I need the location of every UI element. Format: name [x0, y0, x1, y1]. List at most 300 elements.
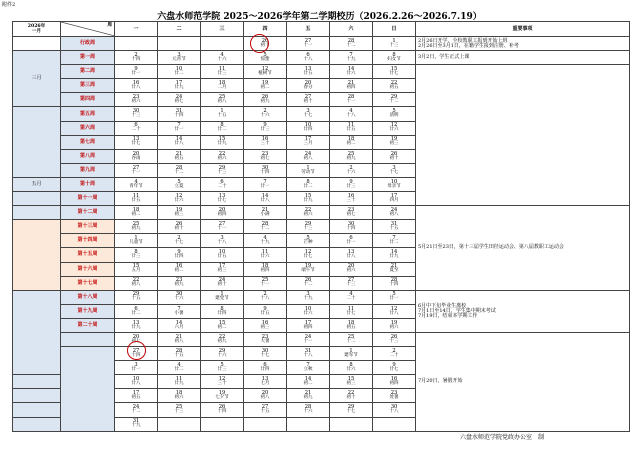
week-label-cell: 第十六周: [61, 262, 115, 276]
lunar-date: 初二: [174, 268, 184, 274]
lunar-date: 初十: [389, 155, 399, 161]
day-number: 5: [392, 108, 396, 115]
day-cell: [115, 206, 158, 220]
week-header-label: 周: [107, 23, 112, 28]
attachment-tag: 附件2: [2, 2, 16, 8]
day-cell: [244, 248, 287, 262]
day-number: 5: [263, 51, 267, 58]
day-cell: [330, 121, 373, 135]
lunar-date: 廿六: [174, 197, 184, 203]
day-cell: [244, 375, 287, 389]
day-number: 31: [132, 418, 140, 425]
day-cell: [330, 290, 373, 304]
day-cell: [287, 318, 330, 332]
lunar-date: 十四: [131, 56, 141, 62]
day-cell: [287, 290, 330, 304]
day-cell: [244, 234, 287, 248]
lunar-date: 初六: [217, 155, 227, 161]
day-cell: [330, 37, 373, 51]
week-label-cell: 第一周: [61, 51, 115, 65]
lunar-date: 廿一: [174, 127, 184, 133]
week-label-cell: 第四周: [61, 93, 115, 107]
day-cell: [330, 149, 373, 163]
important-note: 7月20日，暑假开始: [416, 332, 630, 431]
day-cell: [373, 163, 416, 177]
lunar-date: 妇女节: [387, 56, 401, 62]
day-number: 15: [218, 319, 226, 326]
day-cell: [373, 79, 416, 93]
year-label: 2026年: [27, 24, 46, 29]
day-cell: [373, 135, 416, 149]
lunar-date: 初四: [303, 324, 313, 330]
lunar-date: 廿七: [131, 141, 141, 147]
day-cell: [158, 417, 201, 431]
month-cell: [13, 375, 61, 389]
day-number: 11: [347, 122, 355, 129]
day-number: 5: [392, 291, 396, 298]
day-number: 29: [304, 221, 312, 228]
day-number: 9: [263, 122, 267, 129]
day-cell: [373, 248, 416, 262]
lunar-date: 廿九: [131, 324, 141, 330]
day-cell: [330, 135, 373, 149]
day-cell: [330, 375, 373, 389]
day-number: 8: [134, 249, 138, 256]
lunar-date: 初四: [389, 381, 399, 387]
day-number: 4: [177, 361, 181, 368]
day-number: 3: [177, 51, 181, 58]
day-number: 7: [177, 305, 181, 312]
day-cell: [287, 262, 330, 276]
day-cell: [330, 51, 373, 65]
day-number: 19: [218, 390, 226, 397]
day-cell: [287, 93, 330, 107]
day-number: 21: [175, 333, 183, 340]
day-cell: [201, 304, 244, 318]
lunar-date: 十七: [346, 409, 356, 415]
day-cell: [201, 417, 244, 431]
day-number: 4: [349, 291, 353, 298]
day-number: 27: [132, 164, 140, 171]
header-row: [13, 22, 630, 37]
day-cell: [244, 51, 287, 65]
month-cell: [13, 389, 61, 403]
day-cell: [330, 389, 373, 403]
lunar-date: 十一: [217, 226, 227, 232]
lunar-date: 廿七: [389, 70, 399, 76]
lunar-date: 廿三: [346, 183, 356, 189]
day-cell: [330, 304, 373, 318]
day-number: 17: [132, 390, 140, 397]
day-number: 28: [261, 221, 269, 228]
day-number: 1: [349, 347, 353, 354]
day-cell: [201, 93, 244, 107]
day-number: 20: [132, 333, 140, 340]
day-cell: [115, 417, 158, 431]
day-cell: [373, 149, 416, 163]
lunar-date: 十八: [260, 296, 270, 302]
day-number: 28: [175, 164, 183, 171]
lunar-date: 十三: [389, 42, 399, 48]
day-number: 13: [304, 65, 312, 72]
day-number: 16: [261, 136, 269, 143]
lunar-date: 十九: [346, 56, 356, 62]
day-number: 27: [132, 347, 140, 354]
day-number: 14: [261, 192, 269, 199]
day-cell: [115, 318, 158, 332]
lunar-date: 初二: [260, 85, 270, 91]
day-cell: [158, 248, 201, 262]
day-number: 7: [306, 361, 310, 368]
lunar-date: 十四: [389, 282, 399, 288]
day-cell: [287, 389, 330, 403]
day-cell: [158, 135, 201, 149]
day-number: 30: [175, 291, 183, 298]
day-cell: [244, 65, 287, 79]
week-label-cell: 第六周: [61, 121, 115, 135]
year-month-cell: [13, 22, 61, 37]
lunar-date: 三十: [260, 141, 270, 147]
lunar-date: 清明: [389, 113, 399, 119]
lunar-date: 二十: [217, 183, 227, 189]
day-number: 22: [304, 206, 312, 213]
day-cell: [158, 220, 201, 234]
week-label-cell: 第十五周: [61, 248, 115, 262]
lunar-date: 初八: [389, 211, 399, 217]
day-cell: [158, 304, 201, 318]
lunar-date: 廿七: [303, 254, 313, 260]
day-cell: [158, 234, 201, 248]
week-row: [13, 65, 630, 79]
day-cell: [330, 220, 373, 234]
lunar-date: 二十: [131, 127, 141, 133]
lunar-date: 十七: [303, 113, 313, 119]
day-cell: [244, 361, 287, 375]
day-cell: [158, 177, 201, 191]
day-cell: [244, 290, 287, 304]
day-cell: [287, 107, 330, 121]
day-number: 12: [304, 249, 312, 256]
lunar-date: 初二: [346, 141, 356, 147]
day-number: 27: [304, 37, 312, 44]
day-number: 28: [347, 37, 355, 44]
lunar-date: 初七: [131, 338, 141, 344]
day-number: 10: [132, 376, 140, 383]
day-number: 2: [263, 291, 267, 298]
lunar-date: 廿六: [346, 366, 356, 372]
lunar-date: 十二: [346, 338, 356, 344]
important-note: 5月21日至23日，第十三届学生田径运动会、第八届教职工运动会: [416, 206, 630, 291]
day-cell: [158, 403, 201, 417]
month-cell: [13, 220, 61, 290]
weekday-header: 四: [244, 22, 287, 37]
day-cell: [287, 149, 330, 163]
day-cell: [373, 290, 416, 304]
lunar-date: 惊蛰: [260, 56, 270, 62]
day-number: 21: [390, 263, 398, 270]
lunar-date: 五月: [131, 268, 141, 274]
lunar-date: 初七: [260, 155, 270, 161]
month-cell: [13, 403, 61, 417]
day-cell: [115, 177, 158, 191]
day-number: 13: [261, 376, 269, 383]
day-cell: [115, 51, 158, 65]
lunar-date: 廿七: [346, 310, 356, 316]
weekday-header: 三: [201, 22, 244, 37]
day-cell: [201, 135, 244, 149]
day-number: 17: [218, 263, 226, 270]
lunar-date: 初五: [174, 155, 184, 161]
lunar-date: 十三: [217, 169, 227, 175]
day-cell: [158, 37, 201, 51]
lunar-date: 廿一: [346, 240, 356, 246]
day-number: 19: [390, 136, 398, 143]
day-cell: [287, 121, 330, 135]
day-cell: [158, 163, 201, 177]
lunar-date: 初七: [346, 211, 356, 217]
day-number: 24: [390, 206, 398, 213]
lunar-date: 十一: [303, 338, 313, 344]
day-number: 16: [175, 263, 183, 270]
lunar-date: 夏至: [389, 268, 399, 274]
lunar-date: 儿童节: [129, 240, 143, 246]
day-number: 21: [261, 206, 269, 213]
day-number: 25: [261, 277, 269, 284]
day-number: 29: [390, 94, 398, 101]
day-number: 8: [220, 305, 224, 312]
day-number: 26: [304, 277, 312, 284]
day-number: 1: [392, 37, 396, 44]
day-cell: [330, 403, 373, 417]
lunar-date: 廿九: [217, 141, 227, 147]
lunar-date: 廿八: [174, 141, 184, 147]
day-number: 19: [261, 80, 269, 87]
lunar-date: 初三: [346, 381, 356, 387]
week-label-cell: 第十七周: [61, 276, 115, 290]
day-cell: [201, 121, 244, 135]
month-cell: 三月: [13, 51, 61, 107]
day-number: 5: [177, 178, 181, 185]
day-number: 24: [175, 94, 183, 101]
lunar-date: 初五: [346, 324, 356, 330]
week-label-cell: 第二周: [61, 65, 115, 79]
day-number: 12: [261, 65, 269, 72]
day-number: 15: [390, 65, 398, 72]
lunar-date: 劳动节: [301, 169, 315, 175]
lunar-date: 廿九: [174, 381, 184, 387]
month-cell: [13, 417, 61, 431]
day-number: 30: [132, 108, 140, 115]
lunar-date: 母亲节: [387, 183, 401, 189]
day-cell: [158, 262, 201, 276]
day-cell: [201, 177, 244, 191]
day-number: 9: [177, 249, 181, 256]
day-cell: [373, 177, 416, 191]
day-cell: [244, 262, 287, 276]
lunar-date: 初六: [346, 268, 356, 274]
important-note: 6月中下旬毕业生离校 7月1日至14日，学生集中期末考试 7月19日，结束本学期工作: [416, 290, 630, 332]
lunar-date: 廿二: [174, 366, 184, 372]
day-cell: [244, 192, 287, 206]
day-number: 20: [218, 206, 226, 213]
day-number: 22: [132, 277, 140, 284]
day-cell: [287, 177, 330, 191]
day-number: 1: [134, 235, 138, 242]
lunar-date: 十四: [217, 409, 227, 415]
lunar-date: 初九: [131, 226, 141, 232]
day-cell: [373, 65, 416, 79]
month-cell: [13, 290, 61, 375]
day-number: 7: [392, 235, 396, 242]
day-number: 20: [261, 390, 269, 397]
day-cell: [373, 206, 416, 220]
week-label-cell: 第九周: [61, 163, 115, 177]
day-cell: [287, 332, 330, 346]
day-cell: [201, 206, 244, 220]
day-number: 5: [220, 361, 224, 368]
day-number: 18: [175, 390, 183, 397]
lunar-date: 廿八: [260, 197, 270, 203]
day-number: 3: [306, 108, 310, 115]
day-number: 10: [390, 178, 398, 185]
day-cell: [201, 290, 244, 304]
day-number: 11: [175, 376, 183, 383]
day-cell: [373, 107, 416, 121]
day-cell: [158, 276, 201, 290]
day-cell: [115, 65, 158, 79]
lunar-date: 十五: [174, 352, 184, 358]
day-number: 26: [390, 150, 398, 157]
day-cell: [158, 149, 201, 163]
day-cell: [201, 192, 244, 206]
day-number: 14: [304, 376, 312, 383]
week-label-cell: 第十三周: [61, 220, 115, 234]
day-cell: [373, 361, 416, 375]
lunar-date: 三十: [217, 381, 227, 387]
day-cell: [373, 234, 416, 248]
week-label-cell: 第二十周: [61, 318, 115, 332]
lunar-date: 廿五: [260, 310, 270, 316]
day-cell: [330, 361, 373, 375]
lunar-date: 植树节: [258, 70, 272, 76]
day-cell: [115, 163, 158, 177]
lunar-date: 廿八: [131, 85, 141, 91]
day-cell: [373, 276, 416, 290]
day-number: 26: [218, 404, 226, 411]
day-cell: [330, 177, 373, 191]
lunar-date: 廿二: [174, 70, 184, 76]
lunar-date: 初六: [303, 211, 313, 217]
lunar-date: 初四: [217, 211, 227, 217]
lunar-date: 初十: [260, 42, 270, 48]
day-cell: [287, 135, 330, 149]
lunar-date: 廿六: [346, 70, 356, 76]
lunar-date: 廿八: [389, 310, 399, 316]
lunar-date: 廿六: [389, 127, 399, 133]
day-cell: [287, 192, 330, 206]
lunar-date: 二月: [217, 85, 227, 91]
month-cell: [13, 192, 61, 206]
week-label-cell: 第十二周: [61, 206, 115, 220]
day-number: 8: [306, 178, 310, 185]
day-number: 28: [347, 94, 355, 101]
day-cell: [201, 248, 244, 262]
day-cell: [244, 389, 287, 403]
day-cell: [158, 332, 201, 346]
day-cell: [330, 234, 373, 248]
lunar-date: 三十: [346, 197, 356, 203]
day-cell: [201, 389, 244, 403]
day-number: 25: [347, 333, 355, 340]
week-label-cell: 第十九周: [61, 304, 115, 318]
day-number: 12: [175, 192, 183, 199]
lunar-date: 初六: [131, 99, 141, 105]
lunar-date: 廿九: [389, 254, 399, 260]
day-number: 11: [218, 65, 226, 72]
day-number: 22: [347, 390, 355, 397]
day-cell: [287, 51, 330, 65]
lunar-date: 十二: [174, 169, 184, 175]
lunar-date: 十三: [131, 113, 141, 119]
lunar-date: 端午节: [301, 268, 315, 274]
day-cell: [373, 375, 416, 389]
day-number: 15: [218, 136, 226, 143]
weekday-header: 二: [158, 22, 201, 37]
day-cell: [201, 262, 244, 276]
day-number: 17: [390, 192, 398, 199]
day-cell: [201, 361, 244, 375]
day-number: 11: [347, 305, 355, 312]
day-number: 14: [175, 319, 183, 326]
lunar-date: 青年节: [129, 183, 143, 189]
day-cell: [244, 332, 287, 346]
lunar-date: 廿五: [131, 197, 141, 203]
day-number: 23: [175, 277, 183, 284]
day-cell: [244, 121, 287, 135]
day-number: 14: [175, 136, 183, 143]
day-number: 24: [132, 404, 140, 411]
day-cell: [373, 304, 416, 318]
day-cell: [287, 220, 330, 234]
lunar-date: 初三: [217, 268, 227, 274]
lunar-date: 廿一: [389, 296, 399, 302]
lunar-date: 初四: [260, 268, 270, 274]
week-label-cell: 第七周: [61, 135, 115, 149]
day-cell: [158, 375, 201, 389]
month-col-label: 一月: [31, 29, 42, 34]
day-cell: [201, 403, 244, 417]
week-label-cell: 第五周: [61, 107, 115, 121]
week-label-cell: 第八周: [61, 149, 115, 163]
lunar-date: 初二: [131, 211, 141, 217]
day-number: 10: [304, 122, 312, 129]
day-cell: [201, 220, 244, 234]
lunar-date: 十八: [346, 113, 356, 119]
day-number: 30: [390, 404, 398, 411]
day-number: 19: [390, 319, 398, 326]
day-number: 13: [132, 136, 140, 143]
day-cell: [373, 347, 416, 361]
week-label-cell: 第三周: [61, 79, 115, 93]
day-cell: [158, 318, 201, 332]
day-number: 23: [132, 94, 140, 101]
day-number: 20: [304, 80, 312, 87]
day-number: 26: [390, 333, 398, 340]
day-number: 23: [347, 206, 355, 213]
lunar-date: 三月: [303, 141, 313, 147]
day-cell: [330, 262, 373, 276]
day-cell: [287, 234, 330, 248]
